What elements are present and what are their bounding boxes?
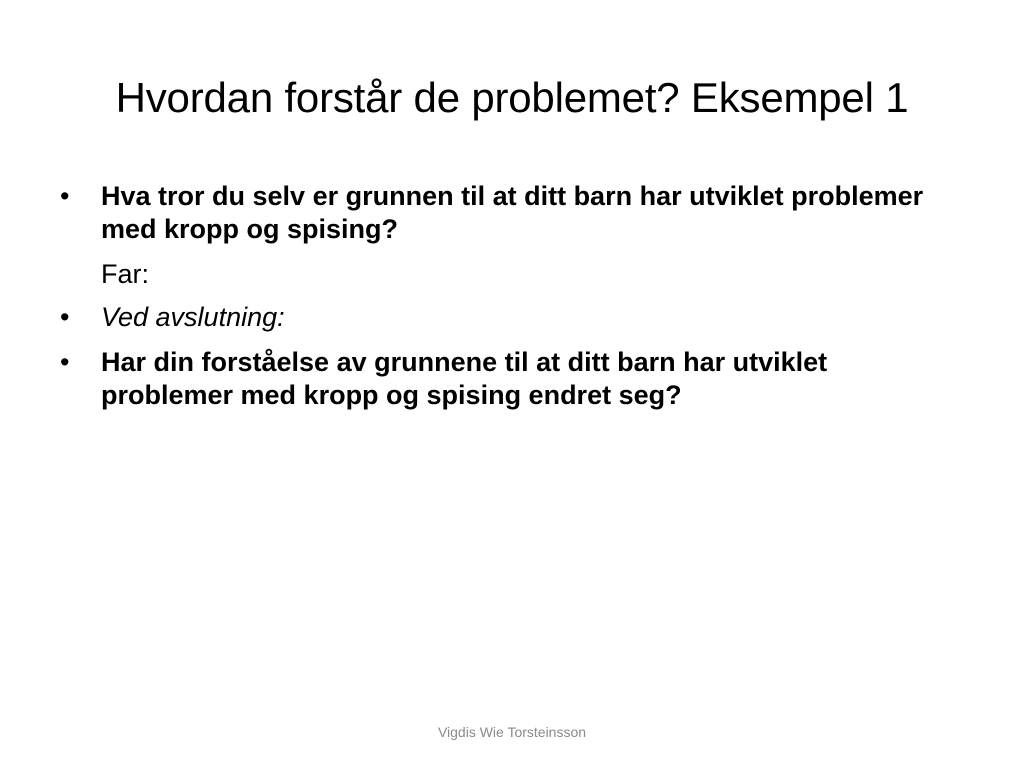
slide-title: Hvordan forstår de problemet? Eksempel 1 bbox=[115, 74, 909, 121]
slide-footer-author: Vigdis Wie Torsteinsson bbox=[437, 724, 587, 740]
bullet-text: Har din forståelse av grunnene til at ditt barn har utviklet problemer med kropp og spising endret seg? bbox=[101, 347, 828, 410]
bullet-text: Ved avslutning: bbox=[101, 302, 285, 332]
bullet-icon: • bbox=[60, 181, 70, 211]
slide-content bbox=[60, 180, 960, 424]
sub-item-far bbox=[60, 258, 960, 291]
bullet-item-question-cause bbox=[60, 180, 960, 246]
sub-item-text: Far: bbox=[101, 259, 150, 289]
bullet-icon: • bbox=[60, 347, 70, 377]
bullet-item-question-understanding bbox=[60, 346, 960, 412]
bullet-item-ved-avslutning bbox=[60, 301, 960, 334]
bullet-text: Hva tror du selv er grunnen til at ditt barn har utviklet problemer med kropp og spising? bbox=[101, 181, 924, 244]
bullet-icon: • bbox=[60, 302, 70, 332]
